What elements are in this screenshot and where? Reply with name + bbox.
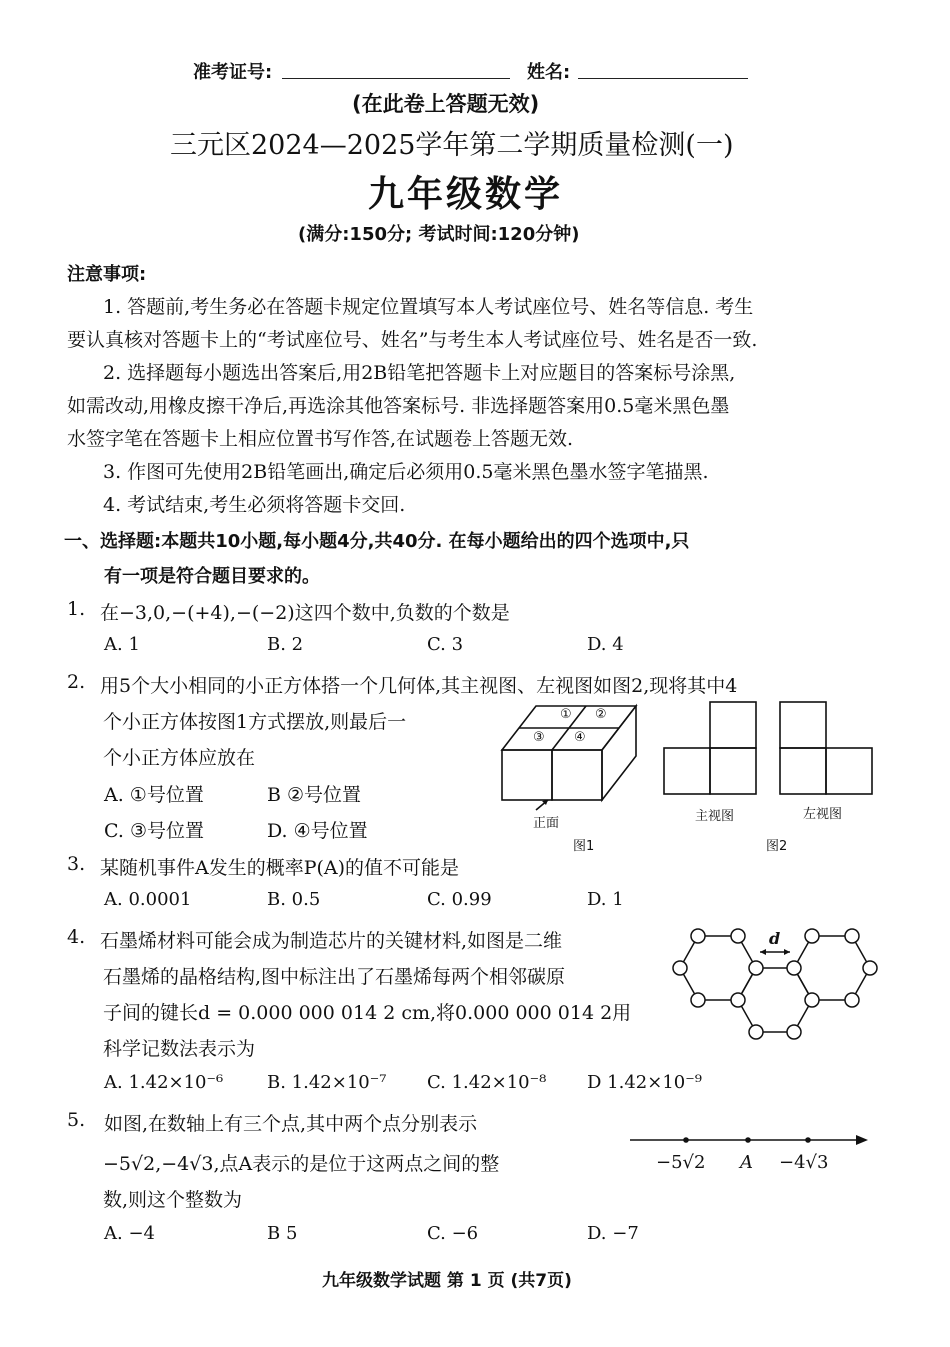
q2-fig1-front-label: 正面	[533, 816, 560, 831]
note-line-3: 2. 选择题每小题选出答案后,用2B铅笔把答题卡上对应题目的答案标号涂黑,	[103, 362, 736, 384]
q2-fig1-mark-4: ④	[574, 730, 586, 745]
q2-fig2-caption: 图2	[766, 839, 788, 854]
q4-stem-line3: 子间的键长d = 0.000 000 014 2 cm,将0.000 000 014 2用	[103, 1002, 632, 1024]
q5-number: 5.	[67, 1109, 86, 1131]
q2-stem-line1: 用5个大小相同的小正方体搭一个几何体,其主视图、左视图如图2,现将其中4	[100, 675, 738, 697]
exam-id-label: 准考证号:	[193, 62, 273, 83]
q2-number: 2.	[67, 671, 86, 693]
q4-stem-line1: 石墨烯材料可能会成为制造芯片的关键材料,如图是二维	[100, 930, 563, 952]
q2-left-view-label: 左视图	[803, 807, 843, 822]
note-line-2: 要认真核对答题卡上的“考试座位号、姓名”与考生本人考试座位号、姓名是否一致.	[67, 329, 758, 351]
score-time: (满分:150分; 考试时间:120分钟)	[298, 224, 580, 245]
q5-option-d: D. −7	[587, 1223, 639, 1244]
q4-option-d: D 1.42×10⁻⁹	[587, 1072, 702, 1093]
q4-option-c: C. 1.42×10⁻⁸	[427, 1072, 547, 1093]
page-footer: 九年级数学试题 第 1 页 (共7页)	[322, 1271, 572, 1291]
q3-stem: 某随机事件A发生的概率P(A)的值不可能是	[100, 857, 460, 879]
q5-option-a: A. −4	[104, 1223, 155, 1244]
q2-fig1-mark-3: ③	[533, 730, 545, 745]
q4-number: 4.	[67, 926, 86, 948]
q5-point-label-2: −4√3	[779, 1152, 829, 1173]
q4-stem-line2: 石墨烯的晶格结构,图中标注出了石墨烯每两个相邻碳原	[103, 966, 566, 988]
q5-stem-line3: 数,则这个整数为	[103, 1189, 243, 1211]
q2-option-d: D. ④号位置	[267, 820, 368, 842]
q1-option-d: D. 4	[587, 634, 624, 655]
note-line-6: 3. 作图可先使用2B铅笔画出,确定后必须用0.5毫米黑色墨水签字笔描黑.	[103, 461, 709, 483]
q2-option-b: B ②号位置	[267, 784, 362, 806]
q2-option-a: A. ①号位置	[104, 784, 204, 806]
q2-fig1-mark-2: ②	[595, 707, 607, 722]
q3-option-c: C. 0.99	[427, 889, 492, 910]
name-label: 姓名:	[527, 62, 571, 83]
note-line-5: 水签字笔在答题卡上相应位置书写作答,在试题卷上答题无效.	[67, 428, 574, 450]
subject-title: 九年级数学	[368, 173, 564, 215]
q5-point-label-1: −5√2	[656, 1152, 706, 1173]
q2-figure2-views	[660, 700, 875, 800]
q5-option-c: C. −6	[427, 1223, 479, 1244]
q4-option-a: A. 1.42×10⁻⁶	[104, 1072, 224, 1093]
q5-number-line	[628, 1128, 873, 1152]
q1-option-b: B. 2	[267, 634, 304, 655]
q2-stem-line2: 个小正方体按图1方式摆放,则最后一	[103, 711, 407, 733]
q3-option-a: A. 0.0001	[104, 889, 192, 910]
notes-heading: 注意事项:	[67, 264, 147, 285]
q2-option-c: C. ③号位置	[104, 820, 204, 842]
invalid-note: (在此卷上答题无效)	[352, 92, 540, 116]
q3-option-b: B. 0.5	[267, 889, 321, 910]
name-blank	[578, 60, 748, 79]
exam-title: 三元区2024—2025学年第二学期质量检测(一)	[170, 130, 734, 161]
q2-fig1-mark-1: ①	[560, 707, 572, 722]
section1-line2: 有一项是符合题目要求的。	[104, 566, 320, 587]
q5-stem-line1: 如图,在数轴上有三个点,其中两个点分别表示	[104, 1113, 478, 1135]
q5-option-b: B 5	[267, 1223, 298, 1244]
q3-option-d: D. 1	[587, 889, 624, 910]
q1-option-a: A. 1	[104, 634, 140, 655]
q5-stem-line2: −5√2,−4√3,点A表示的是位于这两点之间的整	[103, 1153, 500, 1175]
q5-point-label-a: A	[740, 1152, 753, 1173]
note-line-1: 1. 答题前,考生务必在答题卡规定位置填写本人考试座位号、姓名等信息. 考生	[103, 296, 754, 318]
q1-number: 1.	[67, 598, 86, 620]
exam-id-blank	[282, 60, 510, 79]
q2-main-view-label: 主视图	[695, 809, 735, 824]
note-line-7: 4. 考试结束,考生必须将答题卡交回.	[103, 494, 406, 516]
section1-line1: 一、选择题:本题共10小题,每小题4分,共40分. 在每小题给出的四个选项中,只	[64, 531, 690, 552]
q4-option-b: B. 1.42×10⁻⁷	[267, 1072, 387, 1093]
q2-stem-line3: 个小正方体应放在	[103, 747, 256, 769]
q4-stem-line4: 科学记数法表示为	[103, 1038, 256, 1060]
q4-d-label: d	[769, 929, 781, 948]
q1-stem: 在−3,0,−(+4),−(−2)这四个数中,负数的个数是	[100, 602, 510, 624]
note-line-4: 如需改动,用橡皮擦干净后,再选涂其他答案标号. 非选择题答案用0.5毫米黑色墨	[67, 395, 730, 417]
q3-number: 3.	[67, 853, 86, 875]
q2-fig1-caption: 图1	[573, 839, 595, 854]
q1-option-c: C. 3	[427, 634, 464, 655]
